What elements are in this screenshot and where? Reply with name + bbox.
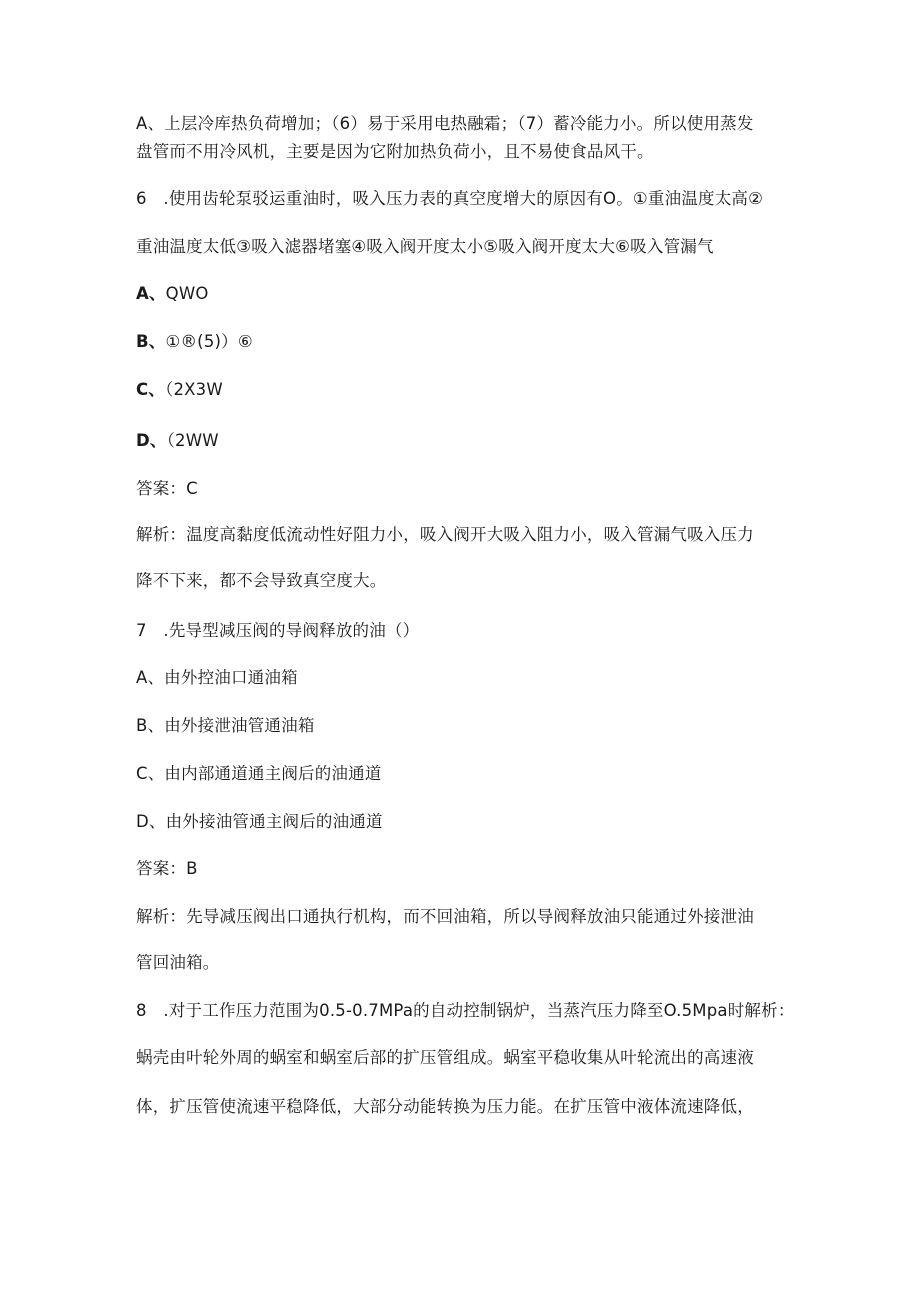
option-text: ①®(5)）⑥ (165, 332, 253, 351)
option-a (136, 283, 209, 305)
question-6-line-2: 重油温度太低③吸入滤器堵塞④吸入阀开度太小⑤吸入阀开度太大⑥吸入管漏气 (136, 237, 714, 256)
question-6-line-1: 6 .使用齿轮泵驳运重油时，吸入压力表的真空度增大的原因有O。①重油温度太高② (136, 189, 764, 208)
option-text: QWO (165, 284, 209, 303)
option-label: B、 (136, 332, 166, 351)
question-8-line-2: 蜗壳由叶轮外周的蜗室和蜗室后部的扩压管组成。蜗室平稳收集从叶轮流出的高速液 (136, 1048, 754, 1067)
option-label: D、 (136, 431, 167, 450)
option-text: （2WW (166, 431, 219, 450)
option-label: A、 (136, 284, 166, 303)
option-d (136, 430, 219, 452)
answer-6: 答案：C (136, 479, 198, 498)
answer-7: 答案：B (136, 859, 198, 878)
text-line: A、上层冷库热负荷增加；（6）易于采用电热融霜；（7）蓄冷能力小。所以使用蒸发 (136, 114, 754, 133)
explanation-7-line-2: 管回油箱。 (136, 953, 220, 972)
explanation-7-line-1: 解析：先导减压阀出口通执行机构，而不回油箱，所以导阀释放油只能通过外接泄油 (136, 907, 754, 926)
explanation-6-line-2: 降不下来，都不会导致真空度大。 (136, 571, 387, 590)
option-c (136, 379, 223, 401)
option-text: （2X3W (165, 380, 223, 399)
explanation-6-line-1: 解析：温度高黏度低流动性好阻力小，吸入阀开大吸入阻力小，吸入管漏气吸入压力 (136, 525, 754, 544)
question-7: 7 .先导型减压阀的导阀释放的油（） (136, 621, 420, 640)
option-label: C、 (136, 380, 166, 399)
text-line: 盘管而不用冷风机，主要是因为它附加热负荷小，且不易使食品风干。 (136, 142, 654, 161)
question-8-line-3: 体，扩压管使流速平稳降低，大部分动能转换为压力能。在扩压管中液体流速降低， (136, 1097, 754, 1116)
option-b (136, 331, 253, 353)
option-c: C、由内部通道通主阀后的油通道 (136, 764, 382, 783)
option-d: D、由外接油管通主阀后的油通道 (136, 812, 383, 831)
question-8-line-1: 8 .对于工作压力范围为0.5-0.7MPa的自动控制锅炉，当蒸汽压力降至O.5Mpa时解析： (136, 1001, 795, 1020)
option-a: A、由外控油口通油箱 (136, 668, 298, 687)
option-b: B、由外接泄油管通油箱 (136, 716, 315, 735)
